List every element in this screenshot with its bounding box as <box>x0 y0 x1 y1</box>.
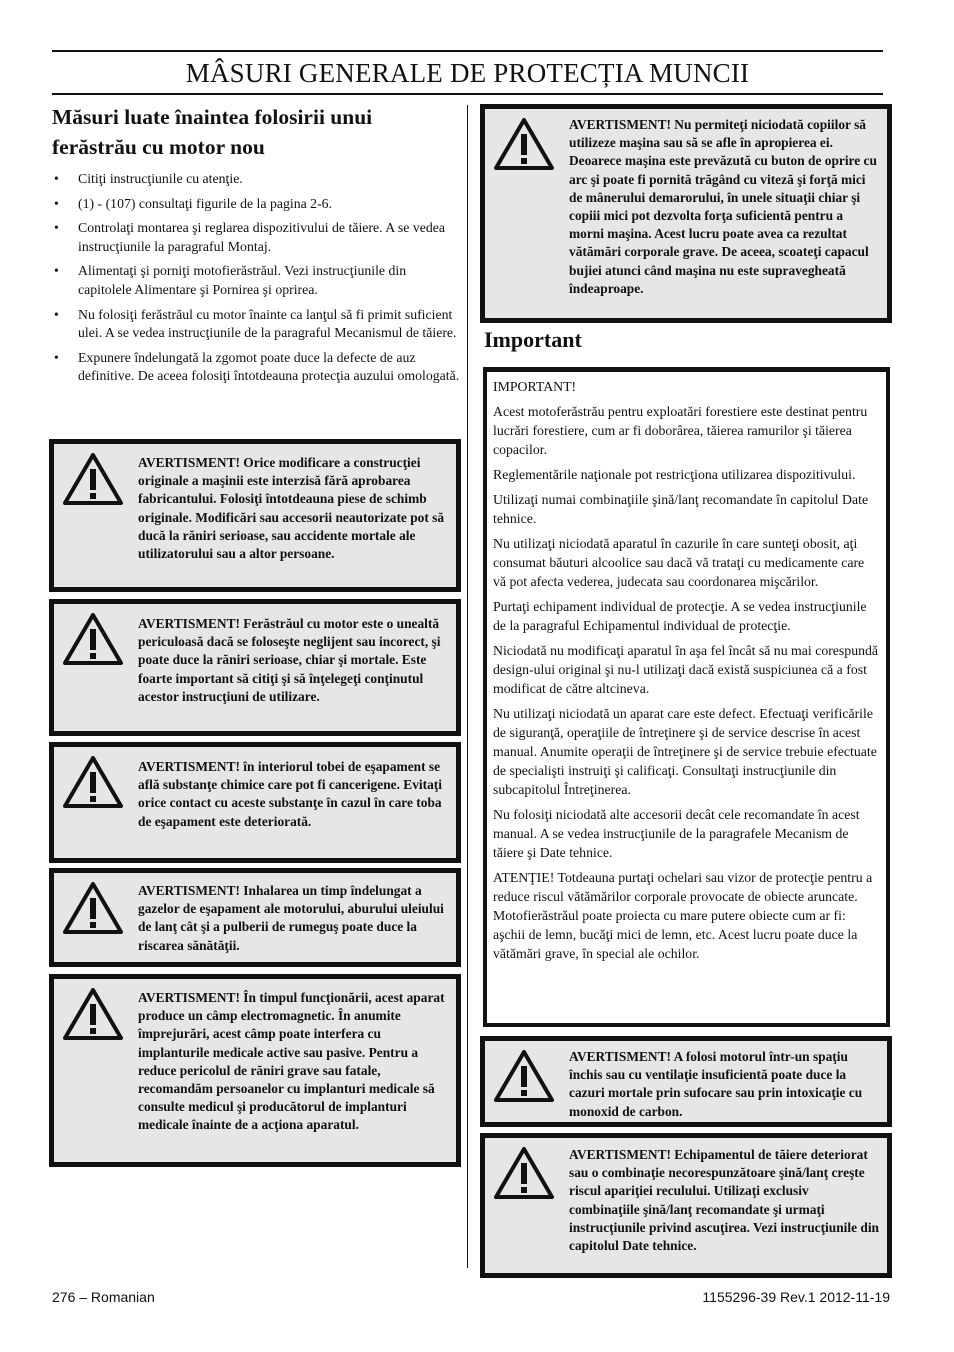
left-column <box>52 102 462 392</box>
section-heading: Măsuri luate înaintea folosirii unui ferăstrău cu motor nou <box>52 105 373 159</box>
warning-text: AVERTISMENT! Nu permiteţi niciodată copiilor să utilizeze maşina sau să se afle în apropierea ei. Deoarece maşina este prevăzută cu buton de oprire cu arc şi poate fi pornită trăgând cu viteză şi forţă mici de mânerului demarorului, în unele situaţii chiar şi copiii mici pot dezvolta forţa suficientă pentru a morni maşina. Acest lucru poate avea ca rezultat vătămări corporale grave. De aceea, scoateţi capacul bujiei atunci când maşina nu este supravegheată îndeaproape. <box>569 117 877 296</box>
warning-triangle-icon <box>62 987 124 1041</box>
document-revision: 1155296-39 Rev.1 2012-11-19 <box>702 1289 890 1305</box>
bullet-icon: • <box>54 306 59 322</box>
warning-box <box>480 104 892 323</box>
list-item: • Nu folosiţi ferăstrăul cu motor înainte ca lanţul să fi primit suficient ulei. A se vedea instrucţiunile de la paragraful Mecanismul de tăiere. <box>54 306 457 341</box>
bullet-icon: • <box>54 195 59 211</box>
title-rule <box>52 93 883 95</box>
warning-triangle-icon <box>493 1049 555 1103</box>
warning-box <box>49 599 461 736</box>
bullet-icon: • <box>54 349 59 365</box>
warning-triangle-icon <box>493 1146 555 1200</box>
important-paragraph: Nu utilizaţi niciodată aparatul în cazurile în care sunteţi obosit, aţi consumat băuturi alcoolice sau dacă vă trataţi cu medicamente care vă pot afecta vederea, judecata sau coordonarea mişcărilor. <box>493 536 865 589</box>
column-divider <box>467 105 468 1268</box>
list-item: • Citiţi instrucţiunile cu atenţie. <box>52 170 462 189</box>
warning-box <box>49 974 461 1167</box>
warning-triangle-icon <box>62 881 124 935</box>
warning-box <box>480 1133 892 1278</box>
warning-box <box>480 1036 892 1127</box>
important-paragraph: Purtaţi echipament individual de protecţie. A se vedea instrucţiunile de la paragraful Echipamentul individual de protecţie. <box>493 599 867 633</box>
warning-triangle-icon <box>62 452 124 506</box>
bullet-icon: • <box>54 171 59 186</box>
warning-triangle-icon <box>62 612 124 666</box>
warning-text: AVERTISMENT! Ferăstrăul cu motor este o unealtă periculoasă dacă se foloseşte neglijent sau incorect, şi poate duce la răniri serioase, chiar şi mortale. Este foarte important să citiţi şi să înţelegeţi conţinutul acestor instrucţiuni de utilizare. <box>138 616 441 704</box>
warning-box <box>49 439 461 592</box>
important-box <box>483 367 890 1027</box>
warning-text: AVERTISMENT! în interiorul tobei de eşapament se află substanţe chimice care pot fi cancerigene. Evitaţi orice contact cu aceste substanţe în cazul în care toba de eşapament este deteriorată. <box>138 759 442 829</box>
warning-text: AVERTISMENT! Inhalarea un timp îndelungat a gazelor de eşapament ale motorului, aburului uleiului de lanţ cât şi a pulberii de rumeguş poate duce la riscarea sănătăţii. <box>138 883 444 953</box>
bullet-icon: • <box>54 263 59 279</box>
warning-text: AVERTISMENT! A folosi motorul într-un spaţiu închis sau cu ventilaţie insuficientă poate duce la cazuri mortale prin sufocare sau prin intoxicaţie cu monoxid de carbon. <box>569 1049 863 1119</box>
important-paragraph: Nu utilizaţi niciodată un aparat care este defect. Efectuaţi verificările de siguranţă, operaţiile de întreţinere şi de service descrise în acest manual. Anumite operaţii de întreţinere şi de service trebuie efectuate de specialişti instruiţi şi calificaţi. Consultaţi instrucţiunile din subcapitolul Întreţinerea. <box>493 706 877 797</box>
important-paragraph: IMPORTANT! <box>493 379 577 394</box>
important-paragraph: Niciodată nu modificaţi aparatul în aşa fel încât să nu mai corespundă design-ului original şi nu-l utilizaţi dacă există suspiciunea că a fost modificat de către altcineva. <box>493 643 879 696</box>
list-item: • (1) - (107) consultaţi figurile de la pagina 2-6. <box>52 195 462 214</box>
important-paragraph: Acest motoferăstrău pentru exploatări forestiere este destinat pentru lucrări forestiere, cum ar fi doborârea, tăierea ramurilor şi tăierea copacilor. <box>493 404 868 457</box>
warning-triangle-icon <box>493 117 555 171</box>
top-rule <box>52 50 883 52</box>
bullet-icon: • <box>54 220 59 236</box>
list-item: • Alimentaţi şi porniţi motofierăstrăul. Vezi instrucţiunile din capitolele Alimentare şi Pornirea şi oprirea. <box>54 263 407 297</box>
warning-triangle-icon <box>62 755 124 809</box>
important-paragraph: Utilizaţi numai combinaţiile şină/lanţ recomandate în capitolul Date tehnice. <box>493 492 869 526</box>
important-heading: Important <box>484 327 582 352</box>
important-paragraph: ATENŢIE! Totdeauna purtaţi ochelari sau vizor de protecţie pentru a reduce riscul vătămărilor corporale provocate de obiecte aruncate. Motofierăstrăul poate proiecta cu mare putere obiecte cum ar fi: aşchii de lemn, bucăţi mici de lemn, etc. Acest lucru poate duce la vătămări grave, în special ale ochilor. <box>493 870 873 961</box>
warning-text: AVERTISMENT! În timpul funcţionării, acest aparat produce un câmp electromagnetic. În anumite împrejurări, acest câmp poate interfera cu implanturile medicale active sau pasive. Pentru a reduce pericolul de răniri grave sau fatale, recomandăm persoanelor cu implanturi medicale să consulte medicul şi producătorul de implanturi medicale înainte de a acţiona aparatul. <box>138 990 445 1133</box>
list-item: • Controlaţi montarea şi reglarea dispozitivului de tăiere. A se vedea instrucţiunile la paragraful Montaj. <box>54 220 446 254</box>
important-paragraph: Nu folosiţi niciodată alte accesorii decât cele recomandate în acest manual. A se vedea instrucţiunile de la paragrafele Mecanism de tăiere şi Date tehnice. <box>493 807 860 860</box>
warning-box <box>49 868 461 967</box>
instruction-list <box>52 170 462 386</box>
warning-box <box>49 742 461 863</box>
important-paragraph: Reglementările naţionale pot restricţiona utilizarea dispozitivului. <box>493 467 856 482</box>
page-title: MÂSURI GENERALE DE PROTECȚIA MUNCII <box>185 58 750 88</box>
warning-text: AVERTISMENT! Orice modificare a construcţiei originale a maşinii este interzisă fără aprobarea fabricantului. Folosiţi întotdeauna piese de schimb originale. Modificări sau accesorii neautorizate pot să ducă la răniri serioase, sau accidente mortale ale utilizatorului sau a altor persoane. <box>138 455 445 562</box>
page-number: 276 – Romanian <box>52 1289 155 1305</box>
warning-text: AVERTISMENT! Echipamentul de tăiere deteriorat sau o combinaţie necorespunzătoare şină/lanţ creşte riscul apariţiei reculului. Utilizaţi exclusiv combinaţiile şină/lanţ recomandate şi urmaţi instrucţiunile privind ascuţirea. Vezi instrucţiunile din capitolul Date tehnice. <box>569 1147 880 1254</box>
list-item: • Expunere îndelungată la zgomot poate duce la defecte de auz definitive. De aceea folosiţi întotdeauna protecţia auzului omologată. <box>54 349 460 384</box>
